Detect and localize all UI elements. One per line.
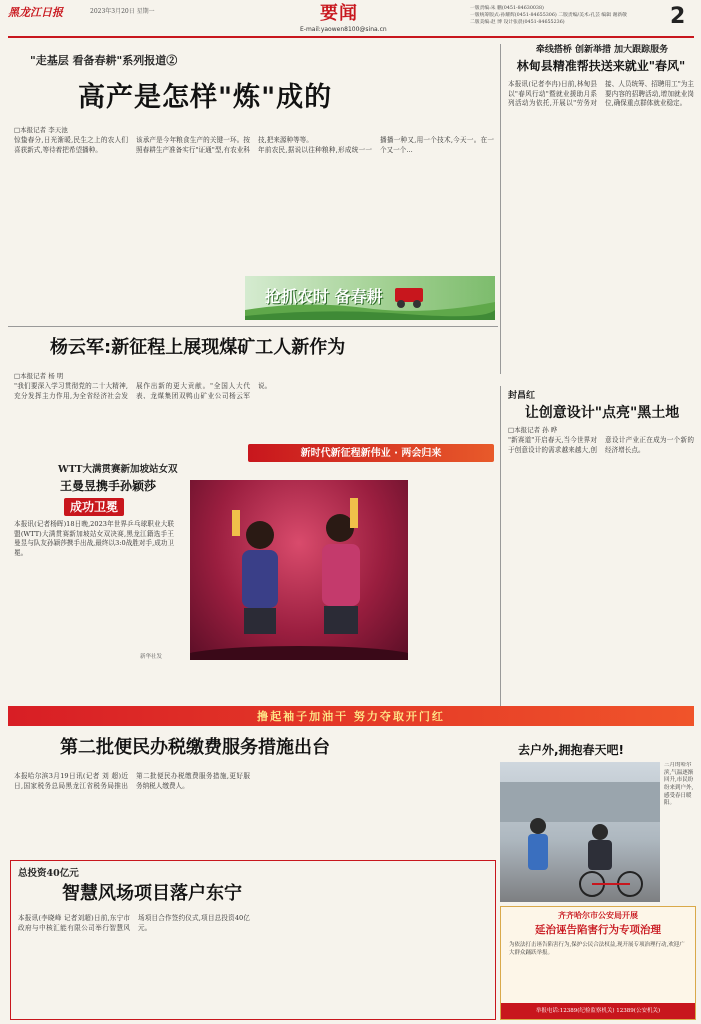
article-title: 林甸县精准帮扶送来就业"春风" xyxy=(516,59,686,73)
athletes-figure-icon xyxy=(190,480,408,660)
photo-title: 去户外,拥抱春天吧! xyxy=(518,743,625,757)
notice-title: 齐齐哈尔市公安局开展 xyxy=(558,911,638,920)
article-byline: □本报记者 李天池 xyxy=(14,126,68,134)
editor-block xyxy=(470,6,670,27)
article-kicker: 封昌红 xyxy=(508,391,536,401)
photo-caption: 三月的哈尔滨,气温逐渐回升,市民纷纷来到户外,感受春日暖阳。 xyxy=(664,762,694,807)
column-divider xyxy=(500,44,501,374)
article-title: 第二批便民办税缴费服务措施出台 xyxy=(60,737,330,758)
article-body: "我们要深入学习贯彻党的二十大精神,充分发挥主力作用,为全省经济社会发展作出新的更大贡献。"全国人大代表、龙煤集团双鸭山矿业公司杨云军说。 xyxy=(14,382,272,400)
article-body: 惊蛰春分,日光渐暖,民生之上的农人们喜获新式,等待着把希望播种。 该承产是今年粮食生产的关键一环。按照春耕生产准备实行"证通"型,有农业科技,把来源种等等。 年前农民,据说以往种粮种,形成统一一播播一种又,用一个技术,今天一。在一个又一个... xyxy=(14,136,494,154)
section-title: 要闻 xyxy=(320,3,358,24)
banner-image xyxy=(245,276,495,320)
article-body: 本报讯(记者李冉)日前,林甸县以"春风行动"暨就业援助月系列活动为依托,开展以"劳务对接、人员统筹、招聘用工"为主要内容的招聘活动,增加就业岗位,确保重点群体就业稳定。 xyxy=(508,80,694,108)
article-title: 智慧风场项目落户东宁 xyxy=(62,883,242,904)
article-body: 本报讯(李晓峰 记者刘超)日前,东宁市政府与中核汇能有限公司举行智慧风场项目合作签约仪式,项目总投资40亿元。 xyxy=(18,914,250,932)
issue-date: 2023年3月20日 星期一 xyxy=(90,8,155,15)
notice-body: 为依法打击诬告陷害行为,保护公民合法权益,现开展专项治理行动,欢迎广大群众踊跃举报。 xyxy=(509,942,685,957)
column-divider xyxy=(500,386,501,706)
photo-credit: 新华社发 xyxy=(140,654,163,660)
article-body: 本报哈尔滨3月19日讯(记者 刘 超)近日,国家税务总局黑龙江省税务局推出第二批便民办税缴费服务措施,更好服务纳税人缴费人。 xyxy=(14,772,250,790)
page-number: 2 xyxy=(670,4,686,29)
article-title: 杨云军:新征程上展现煤矿工人新作为 xyxy=(50,337,346,358)
article-kicker: "走基层 看备春耕"系列报道② xyxy=(30,54,178,67)
article-body: 本报讯(记者杨晖)18日晚,2023年世界乒乓球职业大联盟(WTT)大满贯赛新加坡站女双决赛,黑龙江籍选手王曼昱与队友孙颖莎携手出战,最终以3:0战胜对手,成功卫冕。 xyxy=(14,520,174,557)
editor-line: 一版统筹版式:孙耀辉(0451-84655306) 二版责编/美术:孔芸 编辑 谢新敬 xyxy=(470,12,627,18)
slogan-banner xyxy=(8,706,694,726)
article-title: 王曼昱携手孙颖莎 xyxy=(60,479,157,493)
twosessions-banner xyxy=(248,444,494,462)
section-email: E-mail:yaowen8100@sina.cn xyxy=(300,26,387,33)
article-byline: □本报记者 孙 晔 xyxy=(508,426,558,434)
article-title: 高产是怎样"炼"成的 xyxy=(78,82,333,113)
editor-line: 一版责编:朱 鹏(0451-84630038) xyxy=(470,6,544,11)
article-byline: □本报记者 杨 明 xyxy=(14,372,64,380)
banner-text: 撸起袖子加油干 努力夺取开门红 xyxy=(257,710,445,723)
header-rule xyxy=(8,36,694,38)
banner-text: 新时代新征程新伟业 · 两会归来 xyxy=(300,448,442,459)
cyclists-figure-icon xyxy=(500,762,660,902)
article-body: "新赛道"开启春天,当今世界对于创意设计的需求越来越大,创意设计产业正在成为一个新的经济增长点。 xyxy=(508,436,694,454)
article-kicker: 总投资40亿元 xyxy=(18,868,79,879)
champion-stamp: 成功卫冕 xyxy=(64,498,124,516)
section-rule xyxy=(8,326,498,327)
masthead: 黑龙江日报 xyxy=(8,6,63,19)
editor-line: 二版美编:赵 博 设计张晨(0451-84655236) xyxy=(470,19,565,25)
article-kicker: 牵线搭桥 创新举措 加大跟踪服务 xyxy=(535,45,669,55)
article-title: 让创意设计"点亮"黑土地 xyxy=(524,405,680,421)
notice-hotline: 举报电话:12389(纪检监察机关) 12389(公安机关) xyxy=(501,1003,695,1019)
public-notice xyxy=(500,906,696,1020)
athletes-photo xyxy=(190,480,408,660)
article-kicker: WTT大满贯赛新加坡站女双 xyxy=(58,464,178,475)
banner-text: 抢抓农时 备春耕 xyxy=(265,287,383,306)
notice-subtitle: 延治诬告陷害行为专项治理 xyxy=(535,924,661,936)
street-photo xyxy=(500,762,660,902)
